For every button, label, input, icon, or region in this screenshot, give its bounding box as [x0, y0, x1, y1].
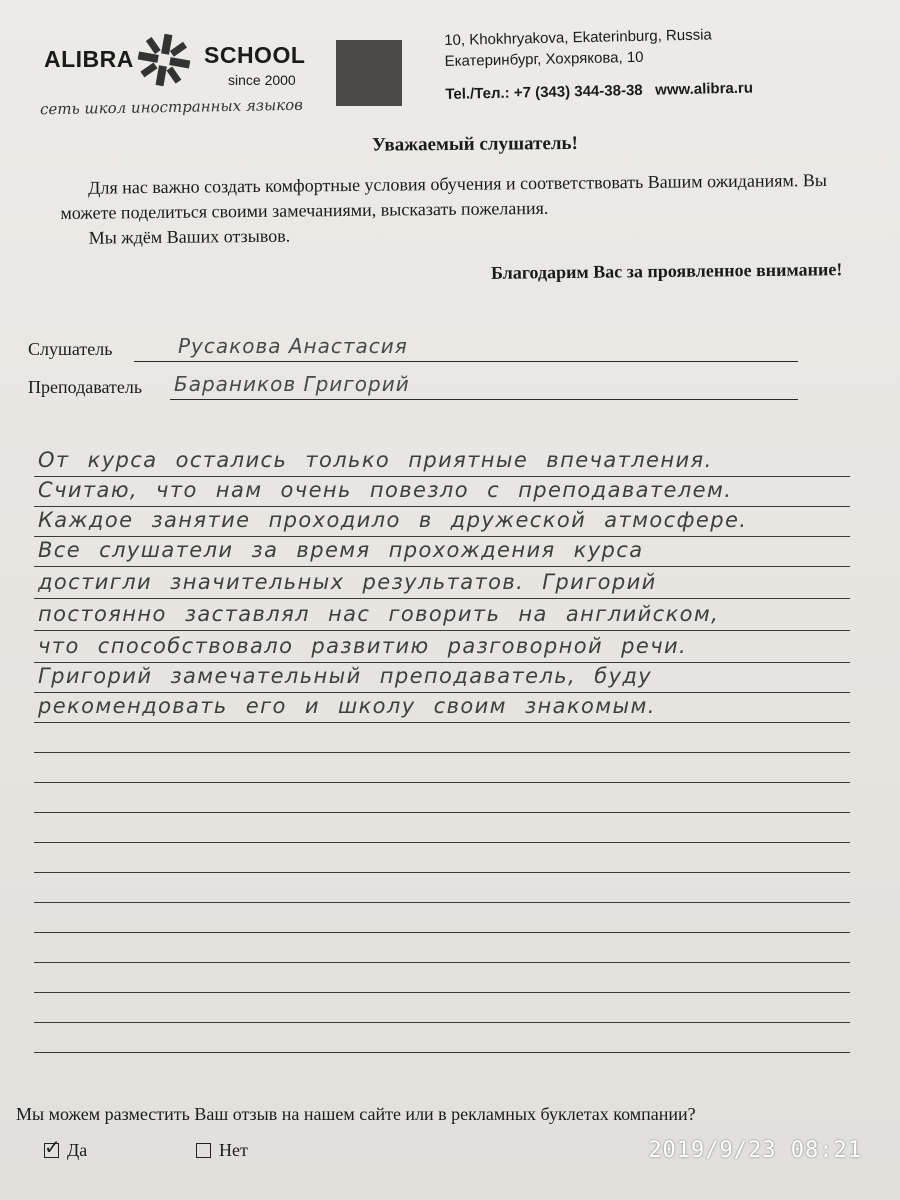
- feedback-line: От курса остались только приятные впечатления.: [38, 448, 713, 472]
- feedback-line: достигли значительных результатов. Григорий: [38, 570, 657, 594]
- intro-paragraph-2: Мы ждём Ваших отзывов.: [88, 225, 291, 248]
- ruled-line: [34, 902, 850, 903]
- option-no[interactable]: [196, 1140, 248, 1161]
- feedback-line: Григорий замечательный преподаватель, буду: [38, 664, 653, 688]
- feedback-line: рекомендовать его и школу своим знакомым.: [38, 694, 656, 718]
- logo-brand-left: ALIBRA: [44, 46, 134, 72]
- ruled-line: [34, 692, 850, 693]
- thanks-text: Благодарим Вас за проявленное внимание!: [490, 259, 843, 283]
- address-ru: Екатеринбург, Хохрякова, 10: [444, 48, 644, 70]
- logo-brand-right: SCHOOL: [204, 42, 306, 68]
- option-yes-label: Да: [67, 1140, 88, 1160]
- checkbox-yes[interactable]: [44, 1143, 59, 1158]
- logo-tagline: сеть школ иностранных языков: [39, 95, 304, 119]
- feedback-line: Все слушатели за время прохождения курса: [38, 538, 644, 562]
- ruled-line: [34, 536, 850, 537]
- student-label: Слушатель: [28, 339, 113, 359]
- ruled-line: [34, 812, 850, 813]
- phone: Tel./Тел.: +7 (343) 344-38-38: [445, 81, 643, 103]
- ruled-line: [34, 962, 850, 963]
- feedback-line: что способствовало развитию разговорной речи.: [38, 634, 688, 658]
- ruled-line: [34, 598, 850, 599]
- ruled-line: [34, 782, 850, 783]
- ruled-line: [34, 992, 850, 993]
- feedback-line: постоянно заставлял нас говорить на английском,: [38, 602, 720, 626]
- address-en: 10, Khokhryakova, Ekaterinburg, Russia: [444, 26, 712, 49]
- ruled-line: [34, 722, 850, 723]
- intro-paragraph-1: Для нас важно создать комфортные условия обучения и соответствовать Вашим ожиданиям. Вы можете поделиться своими замечаниями, высказать пожелания.: [60, 169, 828, 223]
- ruled-line: [34, 566, 850, 567]
- ruled-lines: [34, 0, 854, 1200]
- photo-timestamp: 2019/9/23 08:21: [648, 1138, 862, 1163]
- form-title: Уважаемый слушатель!: [372, 132, 578, 156]
- option-no-label: Нет: [219, 1140, 248, 1160]
- feedback-line: Считаю, что нам очень повезло с преподавателем.: [38, 478, 733, 502]
- logo-since: since 2000: [228, 72, 296, 88]
- ruled-line: [34, 506, 850, 507]
- ruled-line: [34, 1022, 850, 1023]
- website: www.alibra.ru: [655, 79, 754, 99]
- ruled-line: [34, 630, 850, 631]
- option-yes[interactable]: [44, 1140, 87, 1161]
- ruled-line: [34, 872, 850, 873]
- student-handwritten-value: Русакова Анастасия: [178, 334, 408, 358]
- ruled-line: [34, 476, 850, 477]
- teacher-handwritten-value: Бараников Григорий: [174, 372, 410, 396]
- ruled-line: [34, 1052, 850, 1053]
- teacher-label: Преподаватель: [28, 377, 143, 397]
- feedback-line: Каждое занятие проходило в дружеской атмосфере.: [38, 508, 748, 532]
- ruled-line: [34, 842, 850, 843]
- ruled-line: [34, 662, 850, 663]
- ruled-line: [34, 752, 850, 753]
- publish-question: Мы можем разместить Ваш отзыв на нашем сайте или в рекламных буклетах компании?: [16, 1104, 696, 1124]
- checkbox-no[interactable]: [196, 1143, 211, 1158]
- ruled-line: [34, 932, 850, 933]
